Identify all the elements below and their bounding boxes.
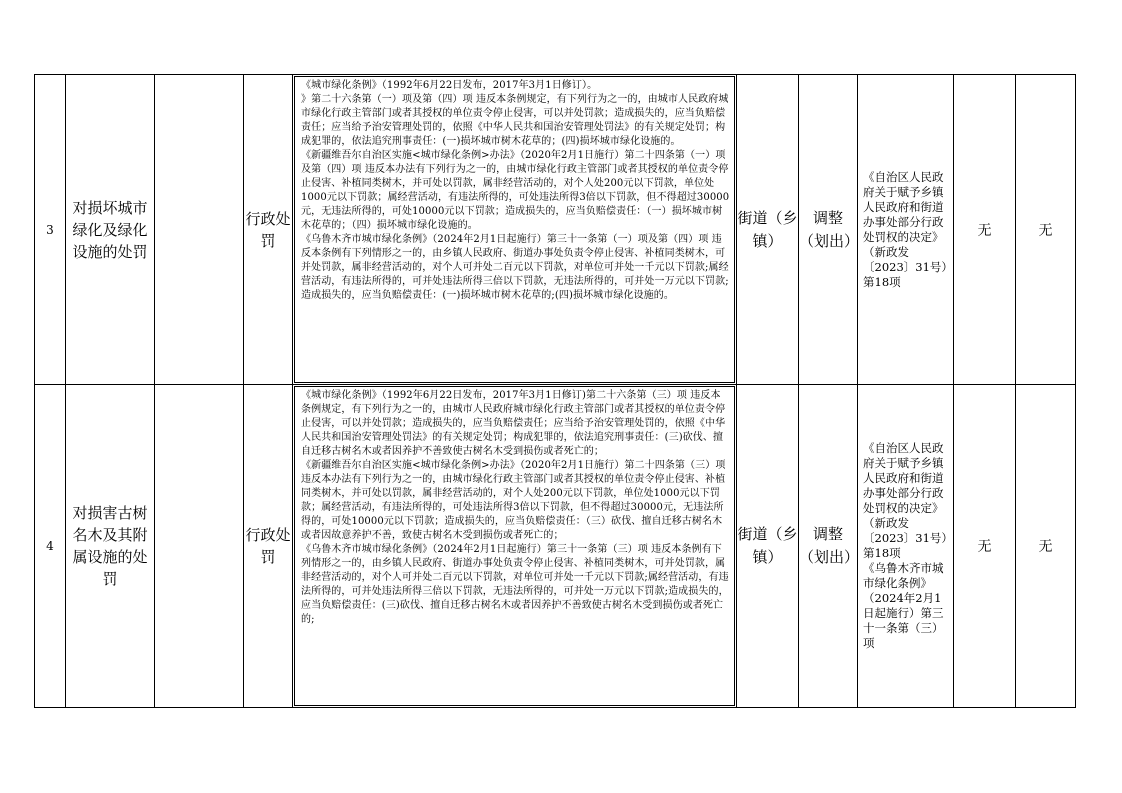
row-number: 4 — [35, 385, 66, 708]
adjustment-basis-text: 《乌鲁木齐市城市绿化条例》（2024年2月1日起施行）第三十一条第（三）项 — [863, 561, 944, 650]
matters-table — [34, 74, 1076, 708]
item-name: 对损害古树名木及其附属设施的处罚 — [66, 385, 155, 708]
adjustment-basis-text: 《自治区人民政府关于赋予乡镇人民政府和街道办事处部分行政处罚权的决定》（新政发〔2023〕31号）第18项 — [863, 441, 948, 560]
table-row — [35, 385, 1076, 708]
adjustment-type: 调整（划出） — [799, 385, 858, 708]
legal-basis-paragraph: 《乌鲁木齐市城市绿化条例》（2024年2月1日起施行）第三十一条第（一）项及第（四）项 违反本条例有下列情形之一的，由乡镇人民政府、街道办事处负责令停止侵害、补植同类树木，可并处罚款，属非经营活动的，对个人可并处二百元以下罚款，对单位可并处一千元以下罚款;属经营活动，有违法所得的，可并处违法所得三倍以下罚款，无违法所得的，可并处一万元以下罚款;造成损失的，应当负赔偿责任：(一)损坏城市树木花草的;(四)损坏城市绿化设施的。 — [301, 234, 729, 301]
legal-basis-cell — [293, 75, 737, 385]
remark-cell: 无 — [1016, 385, 1076, 708]
implementation-level: 街道（乡镇） — [737, 385, 799, 708]
legal-basis-paragraph: 《乌鲁木齐市城市绿化条例》（2024年2月1日起施行）第三十一条第（三）项 违反本条例有下列情形之一的，由乡镇人民政府、街道办事处负责令停止侵害、补植同类树木，可并处罚款，属非经营活动的，对个人可并处二百元以下罚款，对单位可并处一千元以下罚款;属经营活动，有违法所得的，可并处违法所得三倍以下罚款，无违法所得的，可并处一万元以下罚款;造成损失的，应当负赔偿责任：(三)砍伐、擅自迁移古树名木或者因养护不善致使古树名木受到损伤或者死亡的; — [301, 544, 729, 625]
remark-cell: 无 — [954, 75, 1016, 385]
item-type: 行政处罚 — [244, 385, 293, 708]
legal-basis-box — [294, 76, 735, 383]
item-name: 对损坏城市绿化及绿化设施的处罚 — [66, 75, 155, 385]
legal-basis-paragraph: 《城市绿化条例》（1992年6月22日发布，2017年3月1日修订)第二十六条第（三）项 违反本条例规定，有下列行为之一的，由城市人民政府城市绿化行政主管部门或者其授权的单位责令停止侵害，可以并处罚款；造成损失的，应当负赔偿责任；应当给予治安管理处罚的，依照《中华人民共和国治安管理处罚法》的有关规定处罚；构成犯罪的，依法追究刑事责任：(三)砍伐、擅自迁移古树名木或者因养护不善致使古树名木受到损伤或者死亡的； — [301, 390, 726, 457]
legal-basis-paragraph: 》第二十六条第（一）项及第（四）项 违反本条例规定，有下列行为之一的，由城市人民政府城市绿化行政主管部门或者其授权的单位责令停止侵害，可以并处罚款；造成损失的，应当负赔偿责任；应当给予治安管理处罚的，依照《中华人民共和国治安管理处罚法》的有关规定处罚；构成犯罪的，依法追究刑事责任：(一)损坏城市树木花草的；(四)损坏城市绿化设施的。 — [301, 94, 729, 147]
remark-cell: 无 — [1016, 75, 1076, 385]
implementation-level: 街道（乡镇） — [737, 75, 799, 385]
legal-basis-box — [294, 386, 735, 706]
adjustment-type: 调整（划出） — [799, 75, 858, 385]
empty-cell — [155, 385, 244, 708]
table-row — [35, 75, 1076, 385]
row-number: 3 — [35, 75, 66, 385]
legal-basis-paragraph: 《新疆维吾尔自治区实施<城市绿化条例>办法》（2020年2月1日施行）第二十四条第（一）项及第（四）项 违反本办法有下列行为之一的，由城市绿化行政主管部门或者其授权的单位责令停止侵害、补植同类树木，并可处以罚款，属非经营活动的，对个人处200元以下罚款，单位处1000元以下罚款；属经营活动，有违法所得的，可处违法所得3倍以下罚款，但不得超过30000元，无违法所得的，可处10000元以下罚款；造成损失的，应当负赔偿责任：（一）损坏城市树木花草的；（四）损坏城市绿化设施的。 — [301, 150, 730, 231]
adjustment-basis-text: 《自治区人民政府关于赋予乡镇人民政府和街道办事处部分行政处罚权的决定》（新政发〔2023〕31号）第18项 — [863, 169, 948, 289]
adjustment-basis — [858, 75, 954, 385]
remark-cell: 无 — [954, 385, 1016, 708]
legal-basis-cell — [293, 385, 737, 708]
legal-basis-paragraph: 《城市绿化条例》（1992年6月22日发布，2017年3月1日修订）。 — [301, 80, 598, 91]
empty-cell — [155, 75, 244, 385]
item-type: 行政处罚 — [244, 75, 293, 385]
adjustment-basis — [858, 385, 954, 708]
legal-basis-paragraph: 《新疆维吾尔自治区实施<城市绿化条例>办法》（2020年2月1日施行）第二十四条第（三）项 违反本办法有下列行为之一的，由城市绿化行政主管部门或者其授权的单位责令停止侵害、补植同类树木，并可处以罚款，属非经营活动的，对个人处200元以下罚款，单位处1000元以下罚款；属经营活动，有违法所得的，可处违法所得3倍以下罚款，但不得超过30000元，无违法所得的，可处10000元以下罚款；造成损失的，应当负赔偿责任：（三）砍伐、擅自迁移古树名木或者因故意养护不善，致使古树名木受到损伤或者死亡的； — [301, 460, 726, 541]
